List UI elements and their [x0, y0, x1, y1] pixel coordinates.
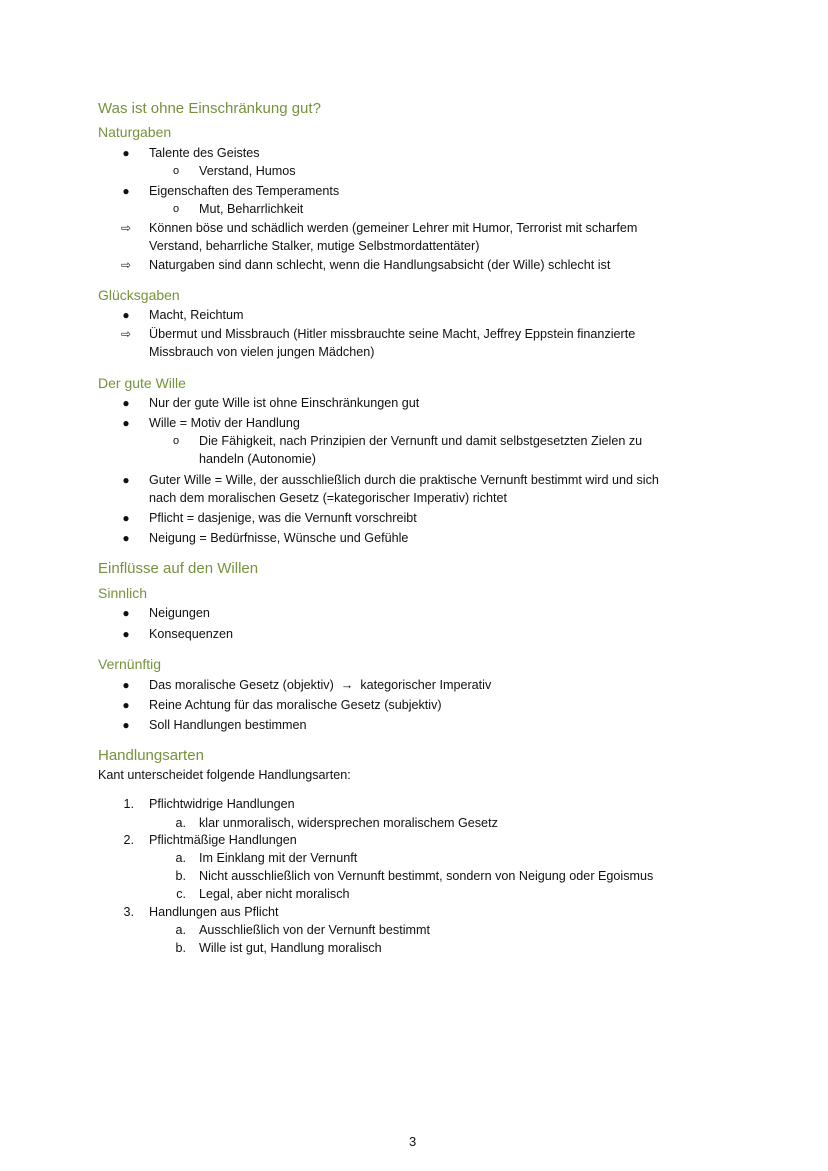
heading-vernuenftig: Vernünftig	[98, 656, 162, 672]
intro-paragraph: Kant unterscheidet folgende Handlungsarten:	[98, 768, 351, 782]
bullet-icon: ●	[122, 627, 130, 641]
list-item: Macht, Reichtum	[149, 308, 244, 322]
list-item: Pflichtwidrige Handlungen	[149, 797, 295, 811]
bullet-icon: ●	[122, 678, 130, 692]
list-item: Soll Handlungen bestimmen	[149, 718, 307, 732]
list-item: Neigungen	[149, 606, 210, 620]
bullet-icon: ●	[122, 531, 130, 545]
list-number: 3.	[123, 905, 134, 919]
heading-sinnlich: Sinnlich	[98, 585, 148, 601]
list-letter: a.	[175, 923, 186, 937]
arrow-bullet-icon: ⇨	[121, 221, 132, 235]
list-item: klar unmoralisch, widersprechen moralischem Gesetz	[199, 816, 498, 830]
heading-guter-wille: Der gute Wille	[98, 375, 186, 391]
list-item: Die Fähigkeit, nach Prinzipien der Vernunft und damit selbstgesetzten Zielen zu	[199, 434, 643, 448]
list-item: Verstand, Humos	[199, 164, 296, 178]
list-item-continuation: handeln (Autonomie)	[199, 452, 316, 466]
list-item: Talente des Geistes	[149, 146, 260, 160]
list-item: Pflichtmäßige Handlungen	[149, 833, 297, 847]
heading-naturgaben: Naturgaben	[98, 124, 172, 140]
list-item: Handlungen aus Pflicht	[149, 905, 279, 919]
list-item: Nur der gute Wille ist ohne Einschränkungen gut	[149, 396, 420, 410]
list-item: Konsequenzen	[149, 627, 234, 641]
list-item-continuation: Verstand, beharrliche Stalker, mutige Selbstmordattentäter)	[149, 239, 480, 253]
list-item: Reine Achtung für das moralische Gesetz (subjektiv)	[149, 698, 442, 712]
list-letter: c.	[176, 887, 186, 901]
page-number: 3	[409, 1134, 417, 1149]
list-item-continuation: Missbrauch von vielen jungen Mädchen)	[149, 345, 375, 359]
list-item: Pflicht = dasjenige, was die Vernunft vorschreibt	[149, 511, 417, 525]
sub-bullet-icon: o	[173, 435, 180, 447]
list-letter: a.	[175, 816, 186, 830]
right-arrow-icon: →	[337, 678, 357, 692]
bullet-icon: ●	[122, 396, 130, 410]
list-item: Ausschließlich von der Vernunft bestimmt	[199, 923, 430, 937]
bullet-icon: ●	[122, 606, 130, 620]
list-item: Im Einklang mit der Vernunft	[199, 851, 358, 865]
list-item-text: kategorischer Imperativ	[360, 678, 492, 692]
bullet-icon: ●	[122, 698, 130, 712]
list-item: Eigenschaften des Temperaments	[149, 184, 340, 198]
list-item	[149, 677, 491, 694]
list-item: Naturgaben sind dann schlecht, wenn die Handlungsabsicht (der Wille) schlecht ist	[149, 258, 611, 272]
section-title-ohne-einschraenkung: Was ist ohne Einschränkung gut?	[98, 100, 321, 117]
list-item: Übermut und Missbrauch (Hitler missbrauchte seine Macht, Jeffrey Eppstein finanzierte	[149, 327, 636, 341]
list-item: Guter Wille = Wille, der ausschließlich durch die praktische Vernunft bestimmt wird und sich	[149, 473, 659, 487]
bullet-icon: ●	[122, 146, 130, 160]
heading-gluecksgaben: Glücksgaben	[98, 287, 180, 303]
arrow-bullet-icon: ⇨	[121, 258, 132, 272]
bullet-icon: ●	[122, 473, 130, 487]
bullet-icon: ●	[122, 718, 130, 732]
list-item: Mut, Beharrlichkeit	[199, 202, 304, 216]
list-letter: b.	[175, 869, 186, 883]
list-letter: b.	[175, 941, 186, 955]
bullet-icon: ●	[122, 511, 130, 525]
list-item: Legal, aber nicht moralisch	[199, 887, 350, 901]
list-number: 2.	[123, 833, 134, 847]
list-number: 1.	[123, 797, 134, 811]
bullet-icon: ●	[122, 184, 130, 198]
section-title-einfluesse: Einflüsse auf den Willen	[98, 560, 259, 577]
bullet-icon: ●	[122, 416, 130, 430]
list-item-continuation: nach dem moralischen Gesetz (=kategorischer Imperativ) richtet	[149, 491, 508, 505]
list-item: Können böse und schädlich werden (gemeiner Lehrer mit Humor, Terrorist mit scharfem	[149, 221, 638, 235]
list-item-text: Das moralische Gesetz (objektiv)	[149, 678, 334, 692]
list-item: Wille = Motiv der Handlung	[149, 416, 300, 430]
list-letter: a.	[175, 851, 186, 865]
bullet-icon: ●	[122, 308, 130, 322]
list-item: Nicht ausschließlich von Vernunft bestimmt, sondern von Neigung oder Egoismus	[199, 869, 654, 883]
section-title-handlungsarten: Handlungsarten	[98, 747, 204, 764]
list-item: Wille ist gut, Handlung moralisch	[199, 941, 382, 955]
sub-bullet-icon: o	[173, 165, 180, 177]
list-item: Neigung = Bedürfnisse, Wünsche und Gefühle	[149, 531, 409, 545]
sub-bullet-icon: o	[173, 203, 180, 215]
arrow-bullet-icon: ⇨	[121, 327, 132, 341]
